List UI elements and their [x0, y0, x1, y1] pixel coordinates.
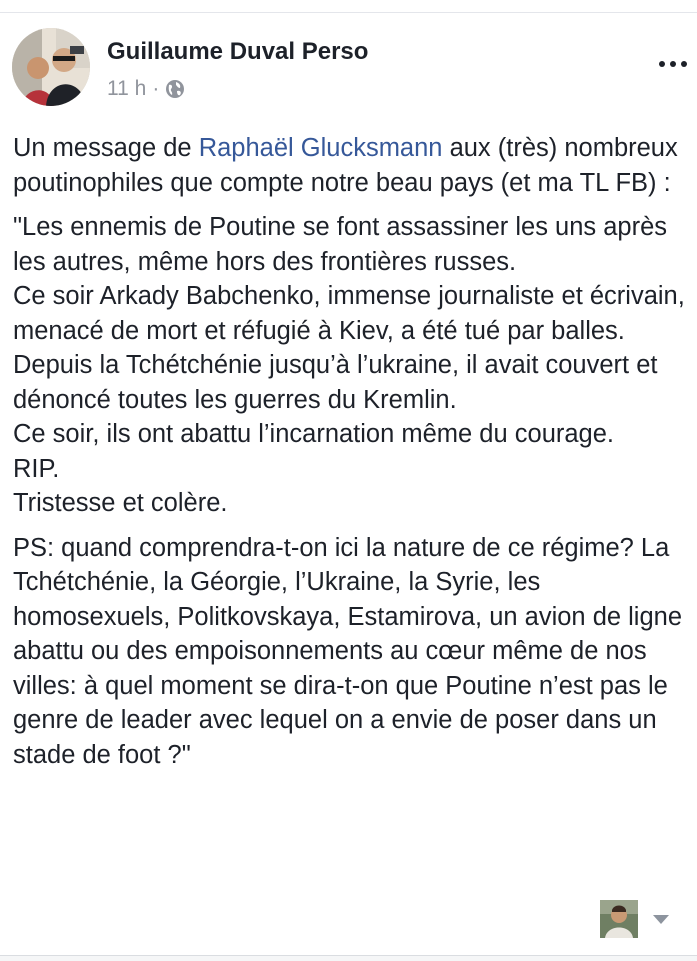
- post-paragraph-quote: [13, 210, 689, 521]
- quote-line: Depuis la Tchétchénie jusqu’à l’ukraine, il avait couvert et dénoncé toutes les guerres du Kremlin.: [13, 351, 658, 414]
- meta-separator: ·: [152, 77, 160, 100]
- quote-line: Ce soir Arkady Babchenko, immense journaliste et écrivain, menacé de mort et réfugié à Kiev, a été tué par balles.: [13, 282, 685, 345]
- author-name[interactable]: Guillaume Duval Perso: [107, 38, 369, 65]
- quote-line: Tristesse et colère.: [13, 489, 228, 517]
- more-options-button[interactable]: [647, 54, 687, 74]
- more-options-dot: [681, 61, 687, 67]
- post-header: [12, 28, 687, 108]
- post-paragraph-ps: PS: quand comprendra-t-on ici la nature de ce régime? La Tchétchénie, la Géorgie, l’Ukraine, la Syrie, les homosexuels, Politkovskaya, Estamirova, un avion de ligne abattu ou des empoisonnements au cœur même de nos villes: à quel moment se dira-t-on que Poutine n’est pas le genre de leader avec lequel on a envie de poser dans un stade de foot ?": [13, 533, 683, 769]
- viewer-avatar-icon: [600, 900, 638, 938]
- quote-line: Ce soir, ils ont abattu l’incarnation même du courage.: [13, 420, 614, 448]
- bottom-divider: [0, 955, 697, 961]
- mention-link[interactable]: Raphaël Glucksmann: [198, 134, 443, 162]
- caret-down-icon[interactable]: [653, 915, 669, 924]
- avatar-photo-icon: [12, 28, 90, 106]
- quote-line: "Les ennemis de Poutine se font assassiner les uns après les autres, même hors des frontières russes.: [13, 213, 668, 276]
- post-timestamp[interactable]: 11 h: [107, 77, 147, 100]
- author-avatar[interactable]: [12, 28, 90, 106]
- top-divider: [0, 0, 697, 13]
- quote-line: RIP.: [13, 454, 60, 483]
- intro-text: Un message de: [13, 134, 199, 162]
- post-meta: [107, 77, 185, 101]
- globe-icon[interactable]: [165, 79, 185, 99]
- more-options-dot: [670, 61, 676, 67]
- intro-text-end: aux (très) nombreux poutinophiles que compte notre beau pays (et ma TL FB) :: [13, 134, 678, 197]
- post-paragraph-intro: [13, 131, 689, 200]
- post-body: [13, 131, 689, 772]
- viewer-avatar[interactable]: [600, 900, 638, 938]
- post-footer: [600, 900, 680, 940]
- more-options-icon: [659, 61, 665, 67]
